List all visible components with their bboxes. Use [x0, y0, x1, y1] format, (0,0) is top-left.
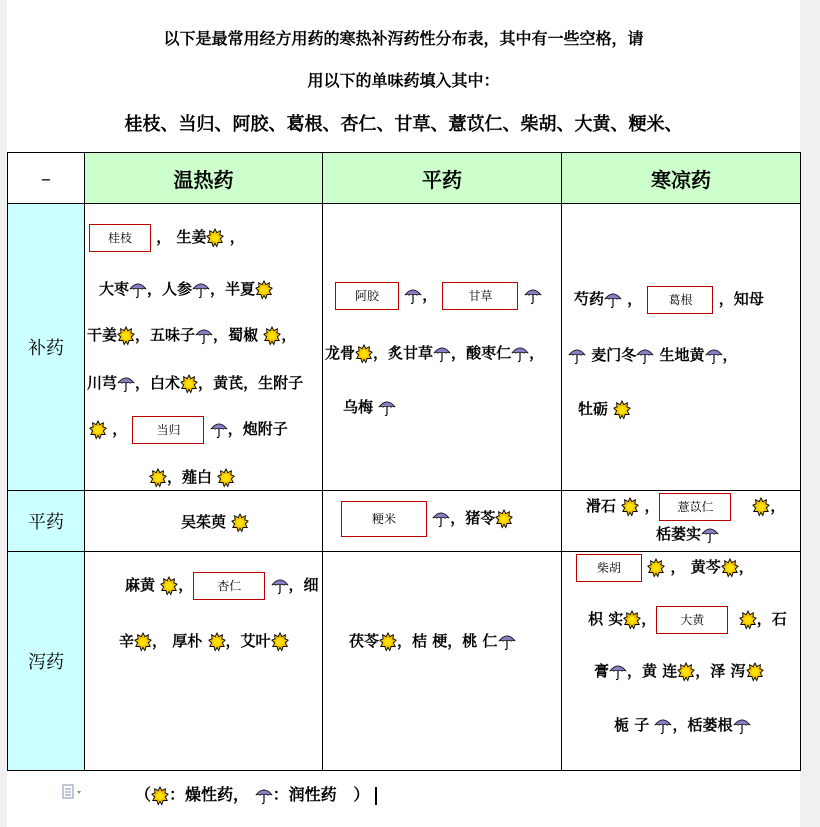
sun-icon: [621, 497, 639, 517]
answer-box[interactable]: 薏苡仁: [659, 493, 731, 521]
herb-list: 桂枝、当归、阿胶、葛根、杏仁、甘草、薏苡仁、柴胡、大黄、粳米、: [124, 114, 683, 135]
sun-icon: [623, 610, 641, 630]
answer-box[interactable]: 甘草: [442, 282, 518, 310]
sun-icon: [271, 632, 289, 652]
answer-box[interactable]: 当归: [132, 416, 204, 444]
answer-box[interactable]: 阿胶: [335, 282, 399, 310]
umbrella-icon: [404, 286, 422, 306]
herb: 猪苓: [465, 509, 496, 527]
legend: （ ：燥性药， ：润性药 ）: [135, 782, 377, 806]
umbrella-icon: [701, 525, 719, 545]
answer-box[interactable]: 柴胡: [576, 554, 642, 582]
answer-box[interactable]: 葛根: [647, 286, 713, 314]
herb: 薤白: [182, 468, 213, 486]
sun-icon: [206, 228, 224, 248]
herb: 大枣: [99, 280, 130, 298]
herb: 黄芪: [213, 374, 244, 392]
herb: 茯苓: [349, 632, 380, 650]
umbrella-icon: [432, 509, 450, 529]
herb: 桃 仁: [462, 632, 498, 650]
umbrella-icon: [378, 398, 396, 418]
header-warm: 温热药: [85, 153, 323, 204]
sun-icon: [134, 632, 152, 652]
umbrella-icon: [733, 716, 751, 736]
herb: 乌梅: [343, 398, 374, 416]
herb: 炮附子: [242, 420, 288, 438]
umbrella-icon: [498, 632, 516, 652]
answer-box[interactable]: 桂枝: [89, 224, 151, 252]
umbrella-icon: [604, 290, 622, 310]
umbrella-icon: [609, 662, 627, 682]
header-neutral: 平药: [323, 153, 562, 204]
sun-icon: [739, 610, 757, 630]
herb: 泽 泻: [710, 662, 746, 680]
herb: 芍药: [574, 290, 605, 308]
herb: 酸枣仁: [466, 344, 512, 362]
intro-line-1: 以下是最常用经方用药的寒热补泻药性分布表，其中有一些空格，请: [163, 29, 644, 48]
umbrella-icon: [129, 280, 147, 300]
herb: 栝蒌实: [656, 525, 702, 543]
sun-icon: [231, 513, 249, 533]
umbrella-icon: [568, 346, 586, 366]
cell-purgative-cold: 柴胡 ， 黄芩 ， 枳 实 ， 大黄 ，石 膏 ，黄 连 ，泽 泻 栀 子 ，栝蒌根: [562, 552, 801, 771]
herb: 栝蒌根: [687, 716, 733, 734]
herb: 黄芩: [690, 558, 721, 576]
sun-icon: [752, 497, 770, 517]
umbrella-icon: [117, 374, 135, 394]
paste-options-icon[interactable]: [61, 784, 85, 800]
herb: 滑石: [586, 497, 617, 515]
sun-icon: [495, 509, 513, 529]
umbrella-icon: [636, 346, 654, 366]
herb: 白术: [150, 374, 181, 392]
header-cold: 寒凉药: [562, 153, 801, 204]
sun-icon: [117, 326, 135, 346]
herb-property-table: [7, 152, 801, 771]
cell-tonic-neutral: 阿胶 ， 甘草 龙骨 ，炙甘草 ，酸枣仁 ， 乌梅: [323, 204, 562, 491]
herb: 艾叶: [240, 632, 271, 650]
herb: 炙甘草: [388, 344, 434, 362]
herb: 龙骨: [325, 344, 356, 362]
herb: 人参: [162, 280, 193, 298]
herb: 牡砺: [578, 400, 609, 418]
row-header-tonic: 补药: [8, 204, 85, 491]
sun-icon: [647, 558, 665, 578]
umbrella-icon: [654, 716, 672, 736]
sun-icon: [160, 576, 178, 596]
umbrella-icon: [511, 344, 529, 364]
herb: 枳 实: [588, 610, 624, 628]
cell-neutral-neutral: 粳米 ，猪苓: [323, 491, 562, 552]
herb: 知母: [733, 290, 764, 308]
row-header-purgative: 泻药: [8, 552, 85, 771]
herb: 辛: [119, 632, 135, 650]
herb: 生附子: [258, 374, 304, 392]
umbrella-icon: [705, 346, 723, 366]
sun-icon: [721, 558, 739, 578]
sun-icon: [263, 326, 281, 346]
sun-icon: [379, 632, 397, 652]
sun-icon: [180, 374, 198, 394]
answer-box[interactable]: 杏仁: [193, 572, 265, 600]
sun-icon: [208, 632, 226, 652]
herb: 膏: [594, 662, 610, 680]
cell-purgative-neutral: 茯苓 ，桔 梗，桃 仁: [323, 552, 562, 771]
sun-icon: [613, 400, 631, 420]
umbrella-icon: [433, 344, 451, 364]
herb: 栀 子: [614, 716, 650, 734]
sun-icon: [151, 786, 169, 806]
answer-box[interactable]: 粳米: [341, 501, 427, 537]
herb: 石: [771, 610, 787, 628]
herb: 干姜: [87, 326, 118, 344]
herb: 生地黄: [659, 346, 705, 364]
answer-box[interactable]: 大黄: [656, 606, 728, 634]
herb: 细: [303, 576, 319, 594]
herb: 五味子: [150, 326, 196, 344]
herb: 生姜: [176, 228, 207, 246]
umbrella-icon: [195, 326, 213, 346]
umbrella-icon: [271, 576, 289, 596]
scrollbar[interactable]: [802, 0, 820, 827]
herb: 川芎: [87, 374, 118, 392]
cell-purgative-warm: 麻黄 ， 杏仁 ，细 辛 ， 厚朴 ，艾叶: [85, 552, 323, 771]
sun-icon: [149, 468, 167, 488]
corner-cell: –: [8, 153, 85, 204]
sun-icon: [355, 344, 373, 364]
cell-tonic-warm: 桂枝 ， 生姜 ， 大枣 ，人参 ，半夏 干姜 ，五味子 ，蜀椒 ， 川芎 ，白术 ，黄芪，生附子 ， 当归 ，炮附子 ，薤白: [85, 204, 323, 491]
document-page: [7, 0, 800, 827]
umbrella-icon: [255, 786, 273, 806]
sun-icon: [217, 468, 235, 488]
herb: 麻黄: [125, 576, 156, 594]
text-cursor: [375, 787, 377, 805]
legend-moist: ：润性药: [272, 785, 337, 804]
umbrella-icon: [524, 286, 542, 306]
herb: 吴茱萸: [181, 513, 227, 531]
intro-line-2: 用以下的单味药填入其中：: [307, 71, 500, 90]
sun-icon: [255, 280, 273, 300]
cell-neutral-cold: 滑石 ， 薏苡仁 ， 栝蒌实: [562, 491, 801, 552]
herb: 蜀椒: [228, 326, 259, 344]
umbrella-icon: [192, 280, 210, 300]
herb: 半夏: [225, 280, 256, 298]
row-header-neutral: 平药: [8, 491, 85, 552]
sun-icon: [677, 662, 695, 682]
sun-icon: [89, 420, 107, 440]
umbrella-icon: [210, 420, 228, 440]
herb: 黄 连: [642, 662, 678, 680]
herb: 厚朴: [172, 632, 203, 650]
cell-tonic-cold: 芍药 ， 葛根 ，知母 麦门冬 生地黄 ， 牡砺: [562, 204, 801, 491]
herb: 麦门冬: [591, 346, 637, 364]
cell-neutral-warm: [85, 491, 323, 552]
herb: 桔 梗: [412, 632, 448, 650]
legend-dry: ：燥性药，: [169, 785, 250, 804]
sun-icon: [746, 662, 764, 682]
